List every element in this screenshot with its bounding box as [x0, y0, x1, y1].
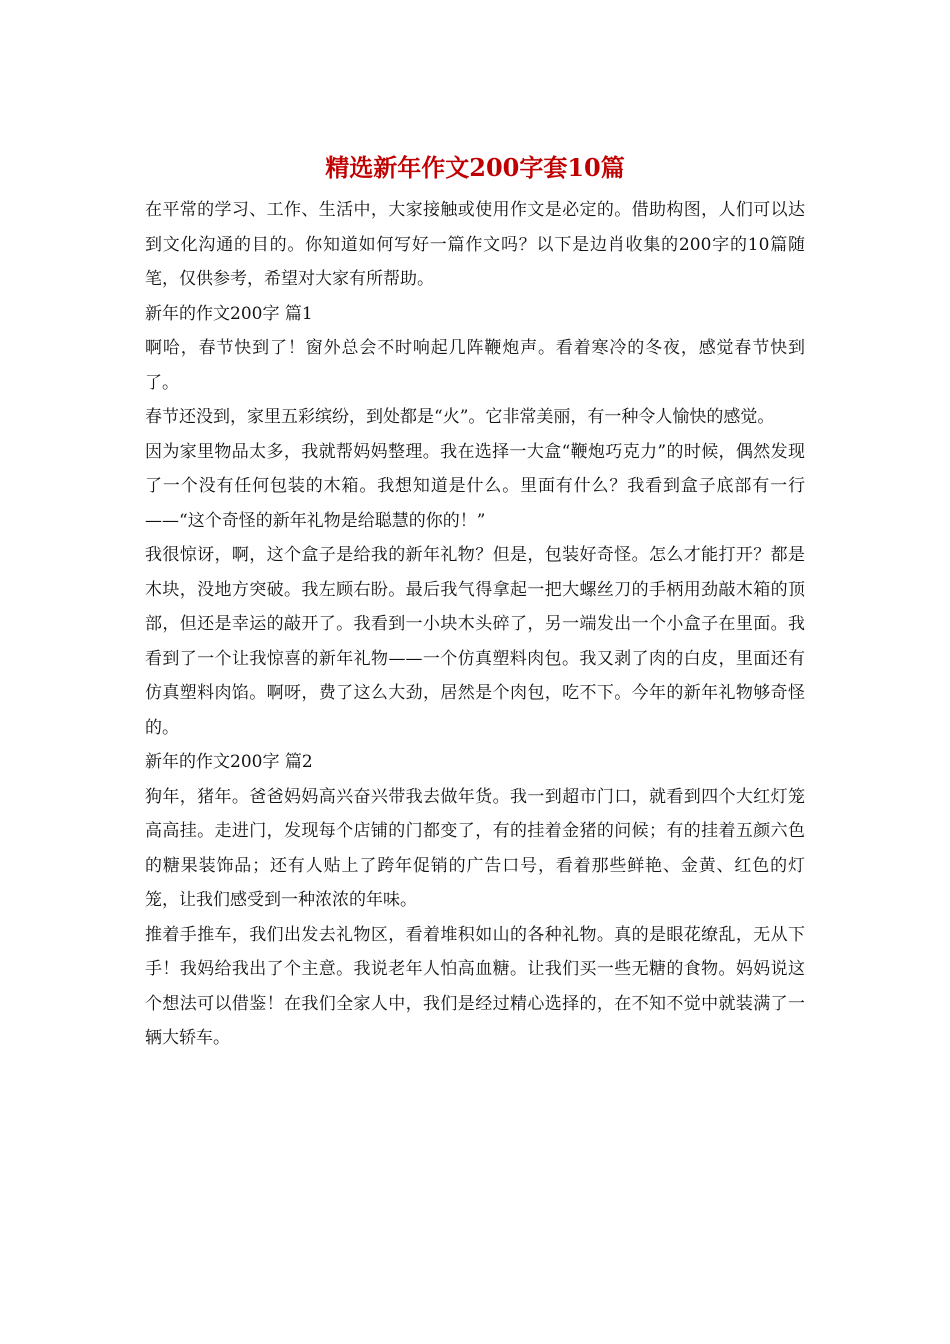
intro-paragraph: 在平常的学习、工作、生活中，大家接触或使用作文是必定的。借助构图，人们可以达到文化沟通的目的。你知道如何写好一篇作文吗？以下是边肖收集的200字的10篇随笔，仅供参考，希望对大家有所帮助。	[145, 200, 805, 289]
body-paragraph: 啊哈，春节快到了！窗外总会不时响起几阵鞭炮声。看着寒冷的冬夜，感觉春节快到了。	[145, 338, 805, 393]
body-paragraph: 春节还没到，家里五彩缤纷，到处都是“火”。它非常美丽，有一种令人愉快的感觉。	[145, 407, 775, 427]
document-title: 精选新年作文200字套10篇	[325, 153, 625, 182]
body-paragraph: 推着手推车，我们出发去礼物区，看着堆积如山的各种礼物。真的是眼花缭乱，无从下手！我妈给我出了个主意。我说老年人怕高血糖。让我们买一些无糖的食物。妈妈说这个想法可以借鉴！在我们全家人中，我们是经过精心选择的，在不知不觉中就装满了一辆大轿车。	[145, 924, 805, 1048]
section-heading: 新年的作文200字 篇1	[145, 303, 313, 324]
body-paragraph: 我很惊讶，啊，这个盒子是给我的新年礼物？但是，包装好奇怪。怎么才能打开？都是木块，没地方突破。我左顾右盼。最后我气得拿起一把大螺丝刀的手柄用劲敲木箱的顶部，但还是幸运的敲开了。我看到一小块木头碎了，另一端发出一个小盒子在里面。我看到了一个让我惊喜的新年礼物——一个仿真塑料肉包。我又剥了肉的白皮，里面还有仿真塑料肉馅。啊呀，费了这么大劲，居然是个肉包，吃不下。今年的新年礼物够奇怪的。	[145, 545, 805, 738]
body-paragraph: 狗年，猪年。爸爸妈妈高兴奋兴带我去做年货。我一到超市门口，就看到四个大红灯笼高高挂。走进门，发现每个店铺的门都变了，有的挂着金猪的问候；有的挂着五颜六色的糖果装饰品；还有人贴上了跨年促销的广告口号，看着那些鲜艳、金黄、红色的灯笼，让我们感受到一种浓浓的年味。	[145, 786, 805, 910]
document-body	[145, 193, 805, 1056]
body-paragraph: 因为家里物品太多，我就帮妈妈整理。我在选择一大盒“鞭炮巧克力”的时候，偶然发现了一个没有任何包装的木箱。我想知道是什么。里面有什么？我看到盒子底部有一行——“这个奇怪的新年礼物是给聪慧的你的！”	[145, 441, 805, 531]
section-heading: 新年的作文200字 篇2	[145, 752, 313, 772]
